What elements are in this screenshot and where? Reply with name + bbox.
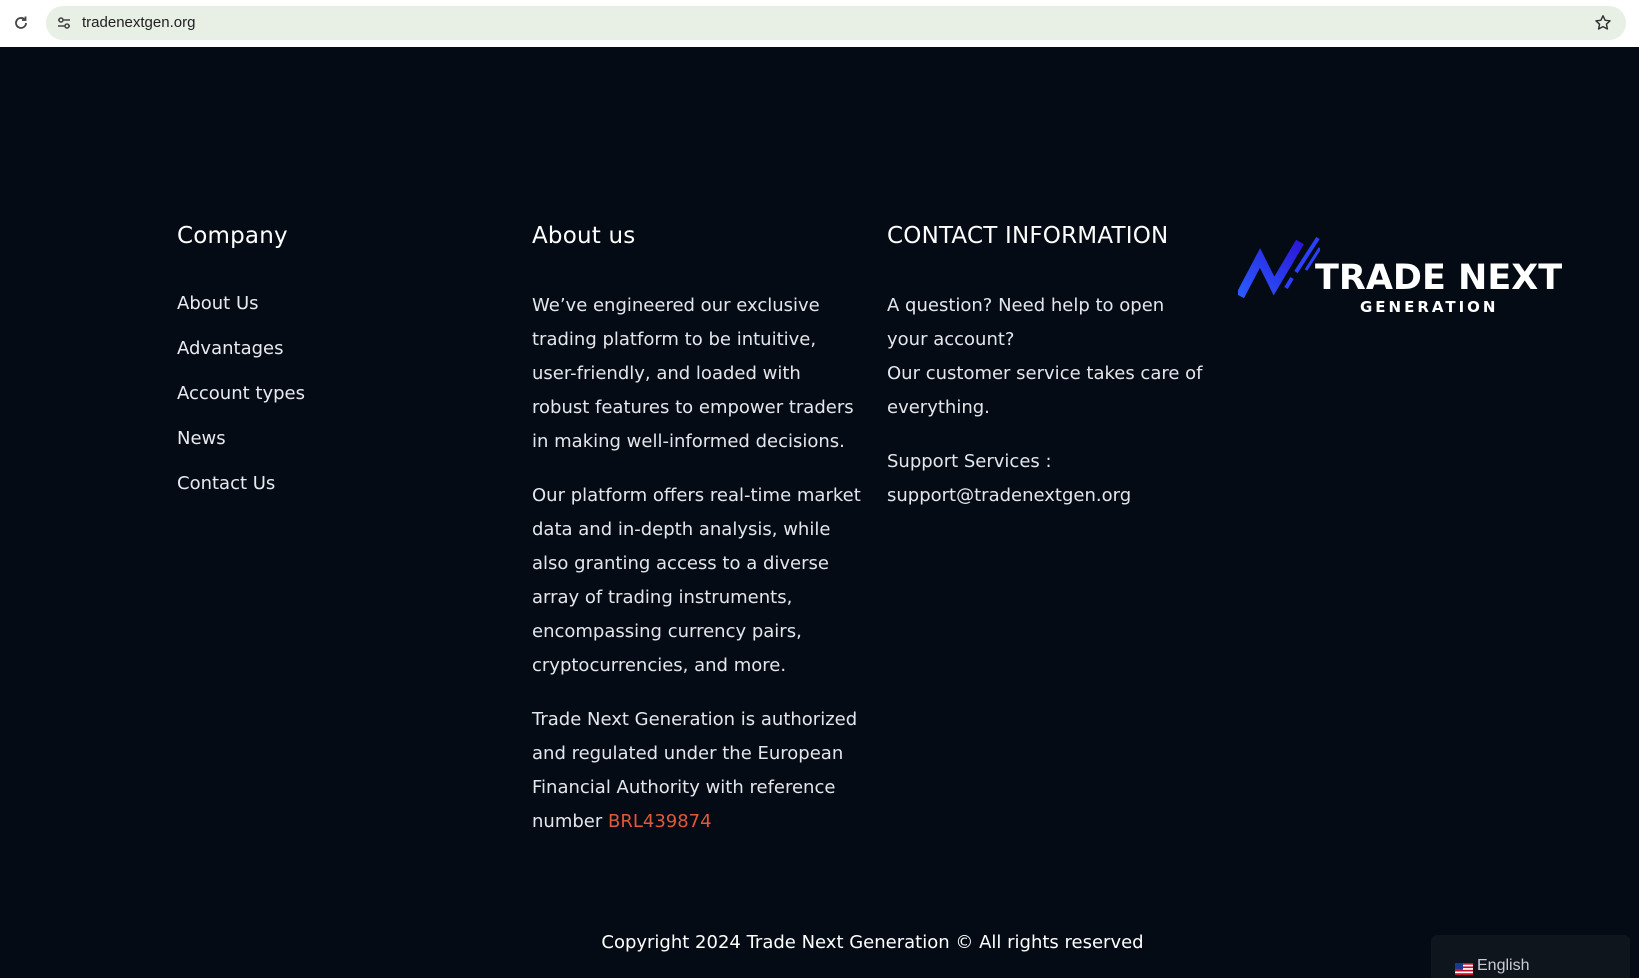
about-heading: About us	[532, 223, 636, 249]
about-paragraph-3	[532, 703, 862, 839]
company-links	[177, 292, 477, 517]
contact-message	[887, 289, 1207, 425]
about-column	[532, 220, 862, 839]
brand-logo[interactable]	[1238, 236, 1563, 316]
language-switcher[interactable]	[1431, 935, 1630, 978]
support-email-link[interactable]: support@tradenextgen.org	[887, 485, 1132, 506]
link-about-us[interactable]: About Us	[177, 293, 259, 314]
company-heading: Company	[177, 223, 288, 249]
link-news[interactable]: News	[177, 428, 226, 449]
logo-title: TRADE NEXT	[1315, 258, 1563, 298]
contact-line-2: Our customer service takes care of everything.	[887, 363, 1203, 418]
reference-number-link[interactable]: BRL439874	[607, 811, 712, 832]
logo-mark-icon	[1238, 236, 1320, 300]
link-contact-us[interactable]: Contact Us	[177, 473, 276, 494]
support-label: Support Services :	[887, 451, 1052, 472]
support-info	[887, 445, 1207, 513]
company-column	[177, 220, 477, 517]
url-text[interactable]: tradenextgen.org	[82, 14, 196, 31]
reload-icon[interactable]	[10, 12, 32, 34]
copyright-text: Copyright 2024 Trade Next Generation © All rights reserved	[601, 932, 1144, 953]
copyright-bar	[0, 932, 1639, 953]
regulation-text: Trade Next Generation is authorized and regulated under the European Financial Authority with reference number	[532, 709, 858, 832]
contact-column	[887, 220, 1207, 513]
language-label[interactable]: English	[1477, 957, 1530, 974]
link-account-types[interactable]: Account types	[177, 383, 305, 404]
browser-toolbar	[0, 0, 1639, 47]
about-paragraph-1: We’ve engineered our exclusive trading platform to be intuitive, user-friendly, and loaded with robust features to empower traders in making well-informed decisions.	[532, 295, 854, 452]
about-paragraph-2: Our platform offers real-time market data and in-depth analysis, while also granting access to a diverse array of trading instruments, encompassing currency pairs, cryptocurrencies, and more.	[532, 485, 861, 676]
site-settings-icon[interactable]	[54, 13, 74, 33]
contact-heading: CONTACT INFORMATION	[887, 223, 1169, 249]
bookmark-star-icon[interactable]	[1592, 12, 1614, 34]
us-flag-icon	[1455, 963, 1473, 975]
link-advantages[interactable]: Advantages	[177, 338, 284, 359]
contact-line-1: A question? Need help to open your account?	[887, 295, 1165, 350]
address-bar[interactable]	[46, 6, 1626, 40]
logo-subtitle: GENERATION	[1360, 298, 1499, 316]
